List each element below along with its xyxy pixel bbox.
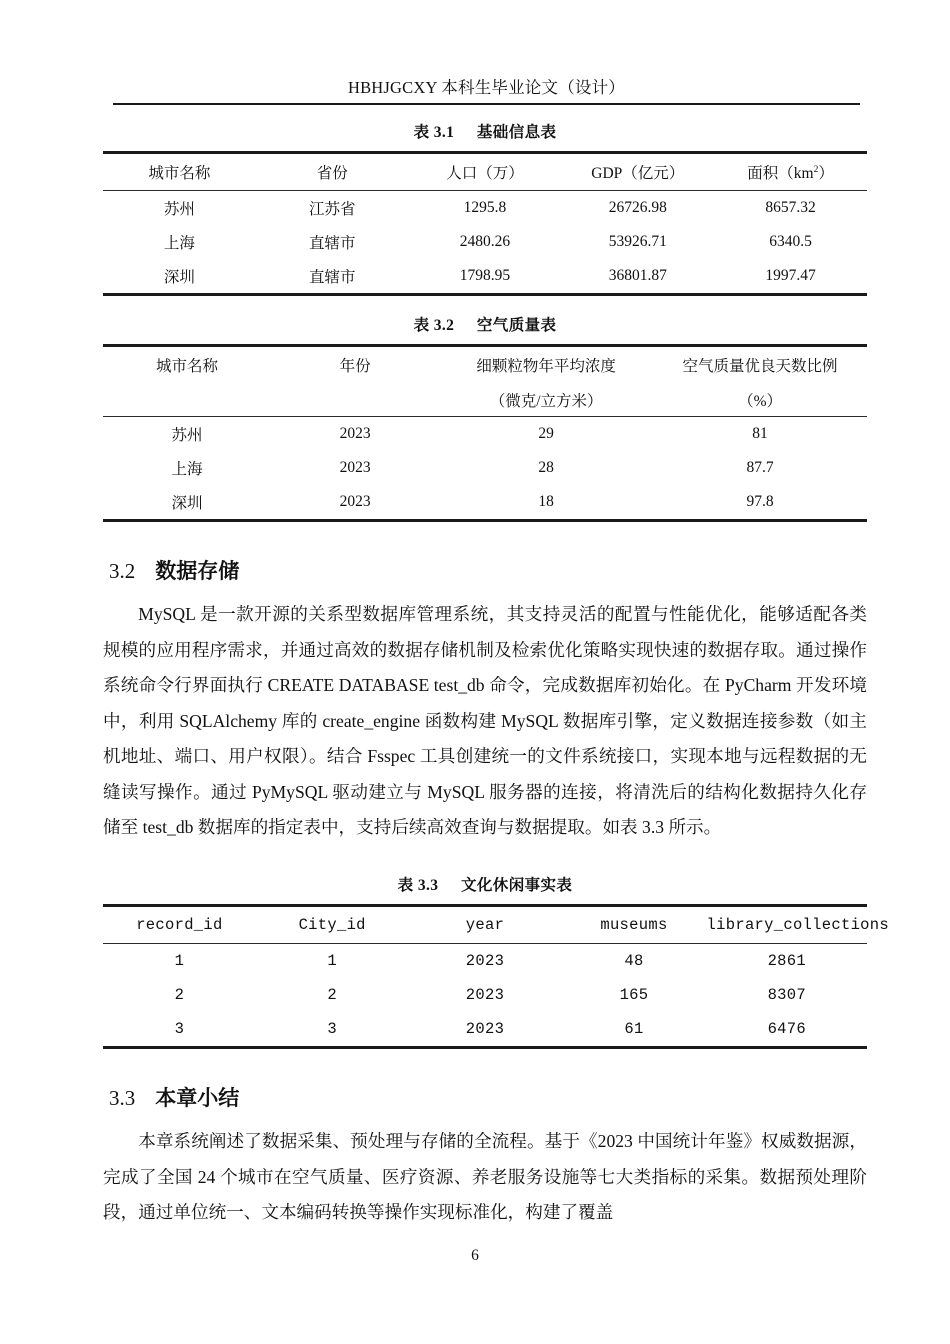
cell: 3 — [327, 1020, 337, 1038]
table-3-1-header-row — [103, 153, 867, 191]
cell: 53926.71 — [608, 233, 667, 250]
section-3-2-title: 数据存储 — [155, 559, 240, 583]
table-3-2-unit-2: （微克/立方米） — [489, 392, 603, 410]
cell: 2480.26 — [459, 233, 511, 250]
cell: 1997.47 — [765, 267, 816, 284]
table-3-1 — [103, 151, 867, 296]
table-3-1-col-2: 人口（万） — [446, 165, 524, 182]
section-3-3-paragraph: 本章系统阐述了数据采集、预处理与存储的全流程。基于《2023 中国统计年鉴》权威数据源，完成了全国 24 个城市在空气质量、医疗资源、养老服务设施等七大类指标的采集。数据预处理阶段，通过单位统一、文本编码转换等操作实现标准化，构建了覆盖 — [103, 1131, 867, 1222]
cell: 48 — [624, 952, 644, 970]
cell: 2 — [327, 986, 337, 1004]
cell: 2023 — [339, 493, 371, 510]
header-rule — [113, 103, 860, 105]
cell: 29 — [538, 425, 554, 442]
page-number: 6 — [471, 1247, 479, 1264]
table-3-1-col-4-sup: 2 — [813, 164, 819, 175]
table-3-2-col-1: 年份 — [339, 358, 371, 375]
cell: 上海 — [163, 235, 195, 252]
cell: 深圳 — [163, 269, 195, 286]
table-3-2-unit-0 — [103, 383, 271, 417]
cell: 28 — [538, 459, 554, 476]
table-3-3-block — [103, 873, 889, 1049]
cell: 直辖市 — [308, 269, 356, 286]
table-3-2-unit-3: （%） — [738, 392, 782, 410]
cell: 2023 — [339, 459, 371, 476]
cell: 直辖市 — [308, 235, 356, 252]
section-3-3-title: 本章小结 — [155, 1086, 240, 1110]
table-3-2-col-0: 城市名称 — [156, 358, 219, 375]
table-row — [103, 259, 867, 295]
cell: 165 — [619, 986, 649, 1004]
table-3-3-col-4: library_collections — [706, 916, 889, 934]
cell: 上海 — [171, 461, 203, 478]
table-3-2-unit-1 — [271, 383, 439, 417]
table-3-1-col-3: GDP（亿元） — [591, 165, 685, 182]
table-3-1-block — [103, 120, 867, 296]
cell: 2023 — [339, 425, 371, 442]
table-3-3-caption-number: 表 3.3 — [397, 877, 439, 894]
running-header: HBHJGCXY 本科生毕业论文（设计） — [347, 78, 626, 97]
table-3-1-col-1: 省份 — [316, 165, 348, 182]
table-3-3-col-1: City_id — [298, 916, 366, 934]
cell: 深圳 — [171, 495, 203, 512]
table-3-2-header-row — [103, 346, 867, 384]
table-3-1-col-0: 城市名称 — [148, 165, 211, 182]
table-3-1-col-4-text: 面积（km — [747, 165, 814, 182]
table-row — [103, 451, 867, 485]
table-3-3-col-2: year — [465, 916, 505, 934]
cell: 36801.87 — [608, 267, 667, 284]
cell: 61 — [624, 1020, 644, 1038]
cell: 1798.95 — [459, 267, 511, 284]
cell: 6340.5 — [769, 233, 812, 250]
cell: 8657.32 — [765, 199, 816, 216]
section-3-2-paragraph: MySQL 是一款开源的关系型数据库管理系统，其支持灵活的配置与性能优化，能够适配各类规模的应用程序需求，并通过高效的数据存储机制及检索优化策略实现快速的数据存取。通过操作系统命令行界面执行 CREATE DATABASE test_db 命令，完成数据库初始化。在 PyCharm 开发环境中，利用 SQLAlchemy 库的 create_engine 函数构建 MySQL 数据库引擎，定义数据连接参数（如主机地址、端口、用户权限）。结合 Fsspec 工具创建统一的文件系统接口，实现本地与远程数据的无缝读写操作。通过 PyMySQL 驱动建立与 MySQL 服务器的连接，将清洗后的结构化数据持久化存储至 test_db 数据库的指定表中，支持后续高效查询与数据提取。如表 3.3 所示。 — [103, 604, 867, 837]
cell: 2023 — [465, 1020, 505, 1038]
table-3-3-caption — [103, 873, 867, 895]
table-3-2 — [103, 344, 867, 522]
table-row — [103, 417, 867, 452]
cell: 2023 — [465, 952, 505, 970]
table-3-3-col-3: museums — [600, 916, 668, 934]
cell: 97.8 — [746, 493, 774, 510]
table-row — [103, 485, 867, 521]
cell: 3 — [174, 1020, 185, 1038]
table-3-1-caption-number: 表 3.1 — [413, 124, 455, 141]
cell: 1295.8 — [463, 199, 507, 216]
cell: 2023 — [465, 986, 505, 1004]
table-3-1-caption — [103, 120, 867, 142]
table-row — [103, 191, 867, 226]
cell: 87.7 — [746, 459, 774, 476]
table-row — [103, 225, 867, 259]
table-3-2-block — [103, 313, 867, 522]
table-3-2-caption-title: 空气质量表 — [476, 317, 557, 334]
table-row — [103, 978, 867, 1012]
section-heading-3-2 — [109, 555, 239, 585]
table-3-2-col-2: 细颗粒物年平均浓度 — [476, 358, 616, 375]
cell: 2 — [174, 986, 185, 1004]
table-3-2-caption — [103, 313, 867, 335]
table-3-2-caption-number: 表 3.2 — [413, 317, 455, 334]
cell: 26726.98 — [608, 199, 667, 216]
cell: 18 — [538, 493, 554, 510]
cell: 1 — [327, 952, 337, 970]
cell: 苏州 — [163, 201, 195, 218]
table-3-1-caption-title: 基础信息表 — [476, 124, 557, 141]
cell: 1 — [174, 952, 185, 970]
table-3-2-header-unit-row — [103, 383, 867, 417]
table-3-3-caption-title: 文化休闲事实表 — [461, 877, 573, 894]
table-3-1-col-4 — [714, 153, 867, 191]
table-row — [103, 1012, 867, 1048]
table-row — [103, 944, 867, 979]
cell: 江苏省 — [308, 201, 356, 218]
section-heading-3-3 — [109, 1082, 239, 1112]
table-3-1-col-4-close: ） — [818, 165, 834, 182]
table-3-3-header-row — [103, 906, 867, 944]
cell: 苏州 — [171, 427, 203, 444]
table-3-3-col-0: record_id — [136, 916, 223, 934]
section-3-2-number: 3.2 — [109, 559, 136, 583]
cell: 8307 — [767, 986, 806, 1004]
cell: 6476 — [767, 1020, 806, 1038]
cell: 81 — [752, 425, 768, 442]
table-3-3 — [103, 904, 889, 1049]
section-3-3-number: 3.3 — [109, 1086, 136, 1110]
cell: 2861 — [767, 952, 806, 970]
table-3-2-col-3: 空气质量优良天数比例 — [682, 358, 838, 375]
